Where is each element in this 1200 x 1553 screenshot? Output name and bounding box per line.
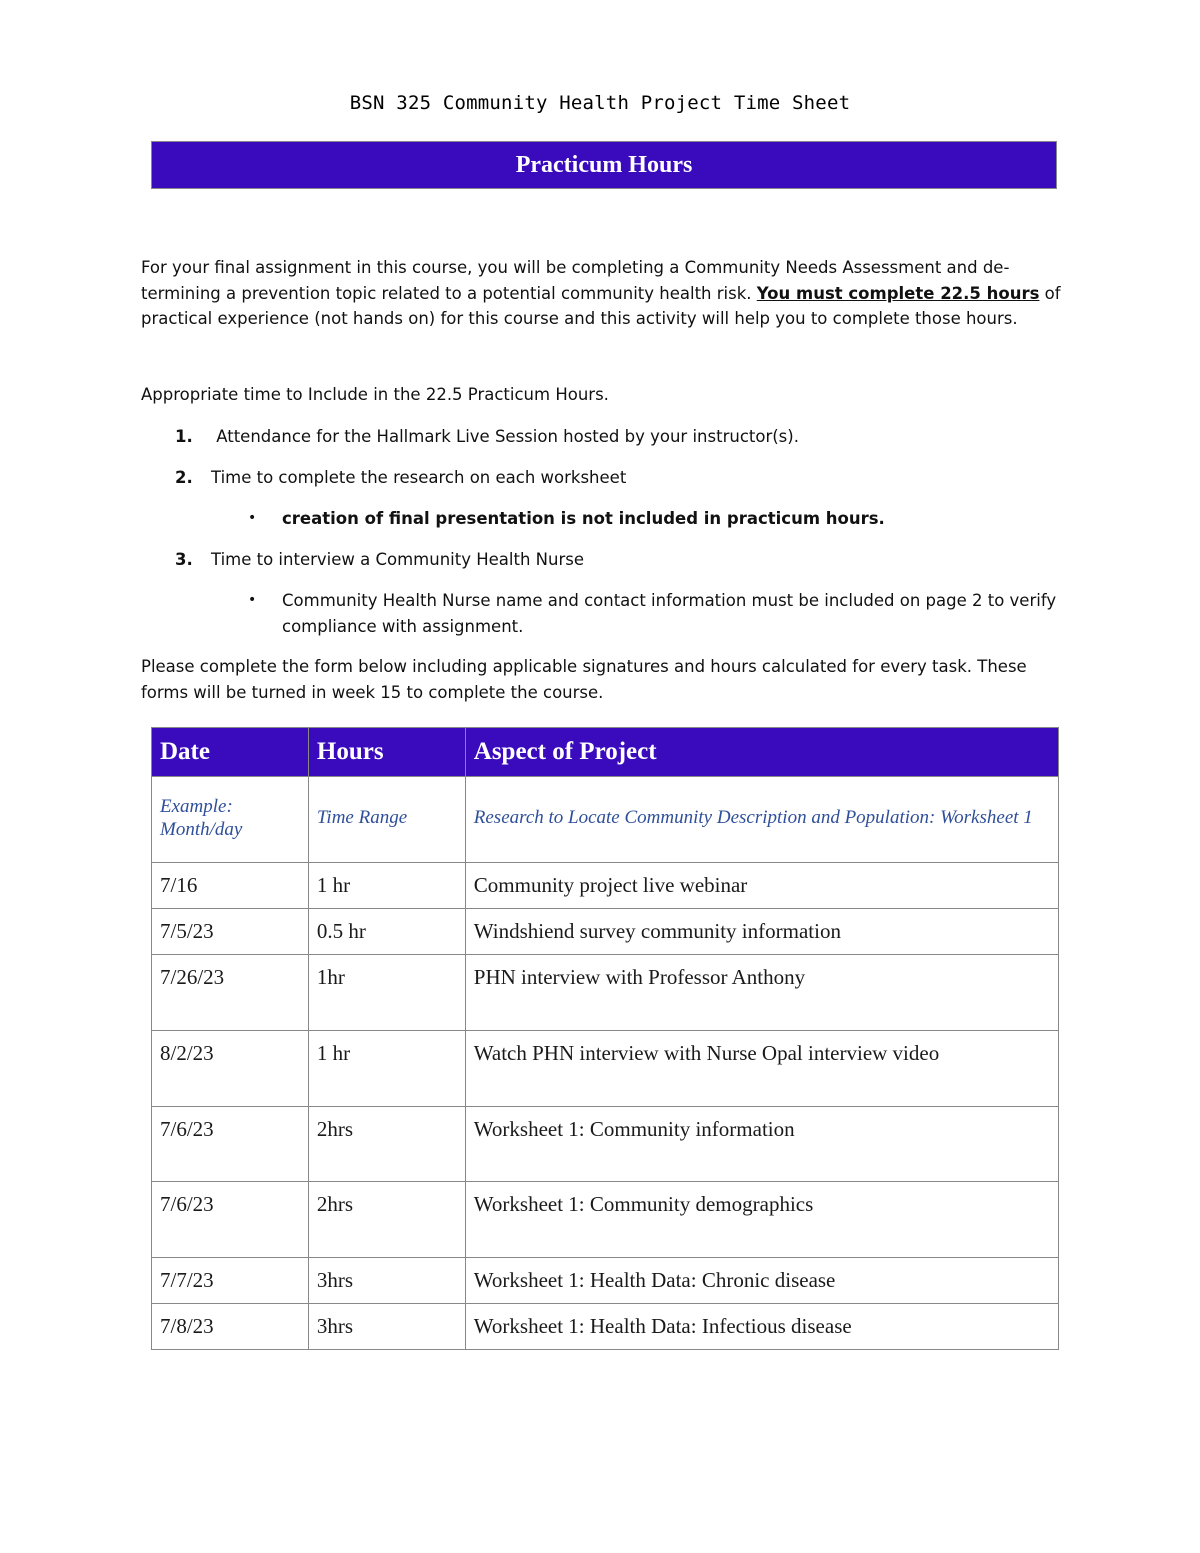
bullet-text: creation of final presentation is not included in practicum hours. [282, 509, 885, 528]
intro-text-part2: of practical experience (not hands on) for this course and this activity will help you to complete those hours. [141, 283, 1061, 328]
list-number: 3. [175, 550, 193, 569]
bullet-item [248, 506, 1068, 532]
cell-aspect: PHN interview with Professor Anthony [465, 955, 1058, 1031]
list-item [175, 547, 584, 573]
list-text: Time to complete the research on each worksheet [211, 468, 627, 487]
list-text: Attendance for the Hallmark Live Session hosted by your instructor(s). [211, 427, 799, 446]
time-sheet-table [151, 727, 1059, 1350]
cell-aspect: Watch PHN interview with Nurse Opal interview video [465, 1031, 1058, 1107]
cell-aspect: Worksheet 1: Community information [465, 1107, 1058, 1182]
header-hours: Hours [308, 728, 465, 777]
cell-aspect: Community project live webinar [465, 863, 1058, 909]
bullet-icon: • [248, 592, 257, 608]
cell-hours: 3hrs [308, 1304, 465, 1350]
document-title: BSN 325 Community Health Project Time Sheet [349, 92, 851, 114]
table-row [152, 1304, 1059, 1350]
intro-paragraph [141, 255, 1061, 332]
list-item [175, 424, 799, 450]
example-hours: Time Range [308, 777, 465, 863]
cell-hours: 1hr [308, 955, 465, 1031]
cell-date: 7/7/23 [152, 1258, 309, 1304]
header-date: Date [152, 728, 309, 777]
list-number: 1. [175, 427, 193, 446]
cell-date: 7/26/23 [152, 955, 309, 1031]
appropriate-time-heading: Appropriate time to Include in the 22.5 Practicum Hours. [141, 385, 609, 404]
cell-aspect: Worksheet 1: Health Data: Infectious disease [465, 1304, 1058, 1350]
list-item [175, 465, 626, 491]
cell-date: 7/6/23 [152, 1182, 309, 1258]
bullet-text: Community Health Nurse name and contact information must be included on page 2 to verify compliance with assignment. [282, 591, 1057, 636]
list-text: Time to interview a Community Health Nurse [211, 550, 584, 569]
table-header-row [152, 728, 1059, 777]
cell-hours: 1 hr [308, 863, 465, 909]
cell-date: 7/6/23 [152, 1107, 309, 1182]
example-row [152, 777, 1059, 863]
bullet-item [248, 588, 1068, 639]
table-row [152, 1258, 1059, 1304]
cell-date: 8/2/23 [152, 1031, 309, 1107]
cell-aspect: Worksheet 1: Health Data: Chronic disease [465, 1258, 1058, 1304]
cell-hours: 2hrs [308, 1182, 465, 1258]
banner-label: Practicum Hours [515, 151, 693, 178]
cell-hours: 2hrs [308, 1107, 465, 1182]
cell-date: 7/5/23 [152, 909, 309, 955]
table-row [152, 955, 1059, 1031]
header-aspect: Aspect of Project [465, 728, 1058, 777]
table-row [152, 909, 1059, 955]
example-date: Example: Month/day [152, 777, 309, 863]
cell-date: 7/16 [152, 863, 309, 909]
cell-aspect: Worksheet 1: Community demographics [465, 1182, 1058, 1258]
table-row [152, 1031, 1059, 1107]
intro-text-part1: For your final assignment in this course, you will be completing a Community Needs Assessment and de-termining a prevention topic related to a potential community health risk. [141, 258, 1010, 303]
cell-hours: 0.5 hr [308, 909, 465, 955]
cell-hours: 1 hr [308, 1031, 465, 1107]
list-number: 2. [175, 468, 193, 487]
practicum-hours-banner [151, 141, 1057, 189]
table-row [152, 1182, 1059, 1258]
cell-date: 7/8/23 [152, 1304, 309, 1350]
table-row [152, 1107, 1059, 1182]
table-row [152, 863, 1059, 909]
bullet-icon: • [248, 510, 257, 526]
cell-hours: 3hrs [308, 1258, 465, 1304]
cell-aspect: Windshiend survey community information [465, 909, 1058, 955]
intro-emphasis: You must complete 22.5 hours [756, 283, 1040, 303]
closing-paragraph: Please complete the form below including applicable signatures and hours calculated for every task. These forms will be turned in week 15 to complete the course. [141, 657, 1027, 702]
example-aspect: Research to Locate Community Description and Population: Worksheet 1 [465, 777, 1058, 863]
